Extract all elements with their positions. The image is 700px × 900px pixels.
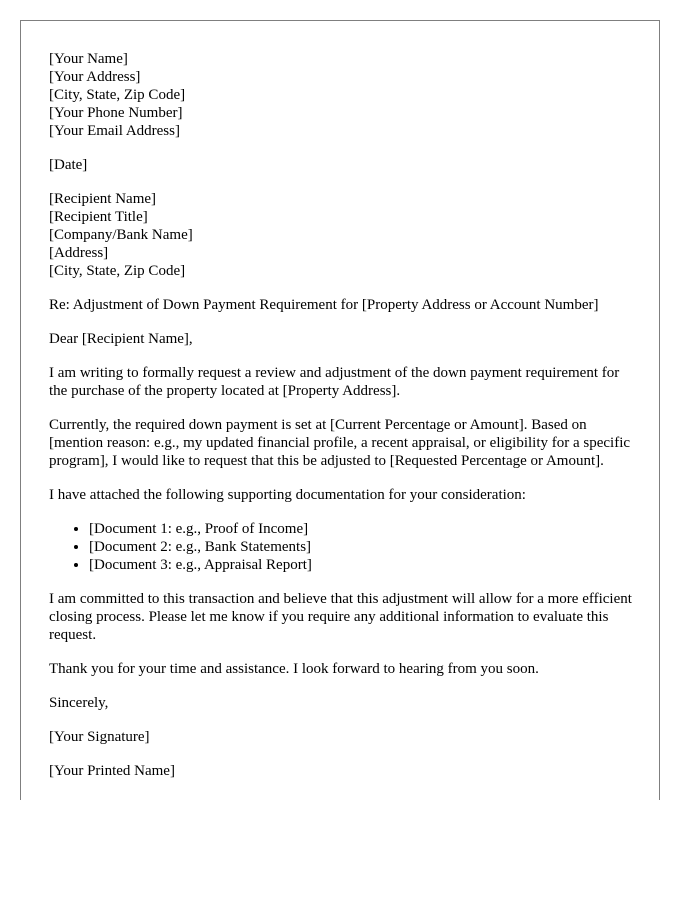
salutation: Dear [Recipient Name], bbox=[49, 331, 193, 347]
body-paragraph-2: Currently, the required down payment is set at [Current Percentage or Amount]. Based on [mention reason: e.g., my updated financial profile, a recent appraisal, or eligibility for a specific program], I would like to request that this be adjusted to [Requested Percentage or Amount]. bbox=[49, 417, 631, 469]
body-paragraph-1: I am writing to formally request a review and adjustment of the down payment requirement for the purchase of the property located at [Property Address]. bbox=[49, 365, 620, 399]
sender-name: [Your Name] bbox=[49, 51, 128, 67]
date-line bbox=[49, 156, 639, 174]
closing-paragraph-1: I am committed to this transaction and believe that this adjustment will allow for a more efficient closing process. Please let me know if you require any additional information to evaluate this request. bbox=[49, 591, 632, 643]
recipient-city-state-zip: [City, State, Zip Code] bbox=[49, 263, 186, 279]
list-item: • [Document 1: e.g., Proof of Income] bbox=[89, 520, 639, 538]
signature: [Your Signature] bbox=[49, 729, 150, 745]
recipient-block bbox=[49, 190, 639, 280]
subject-line: Re: Adjustment of Down Payment Requirement for [Property Address or Account Number] bbox=[49, 297, 599, 313]
sender-phone: [Your Phone Number] bbox=[49, 105, 183, 121]
sender-city-state-zip: [City, State, Zip Code] bbox=[49, 87, 186, 103]
recipient-name: [Recipient Name] bbox=[49, 191, 157, 207]
printed-name: [Your Printed Name] bbox=[49, 763, 175, 779]
sender-address: [Your Address] bbox=[49, 69, 141, 85]
recipient-company: [Company/Bank Name] bbox=[49, 227, 193, 243]
letter-content bbox=[49, 50, 639, 796]
letter-page bbox=[20, 20, 660, 800]
recipient-address: [Address] bbox=[49, 245, 109, 261]
documents-list bbox=[49, 520, 639, 574]
list-item: • [Document 3: e.g., Appraisal Report] bbox=[89, 556, 639, 574]
body-paragraph-3: I have attached the following supporting documentation for your consideration: bbox=[49, 487, 526, 503]
date: [Date] bbox=[49, 157, 88, 173]
sender-email: [Your Email Address] bbox=[49, 123, 180, 139]
recipient-title: [Recipient Title] bbox=[49, 209, 148, 225]
valediction: Sincerely, bbox=[49, 695, 109, 711]
closing-paragraph-2: Thank you for your time and assistance. I look forward to hearing from you soon. bbox=[49, 661, 539, 677]
list-item: • [Document 2: e.g., Bank Statements] bbox=[89, 538, 639, 556]
sender-block bbox=[49, 50, 639, 140]
